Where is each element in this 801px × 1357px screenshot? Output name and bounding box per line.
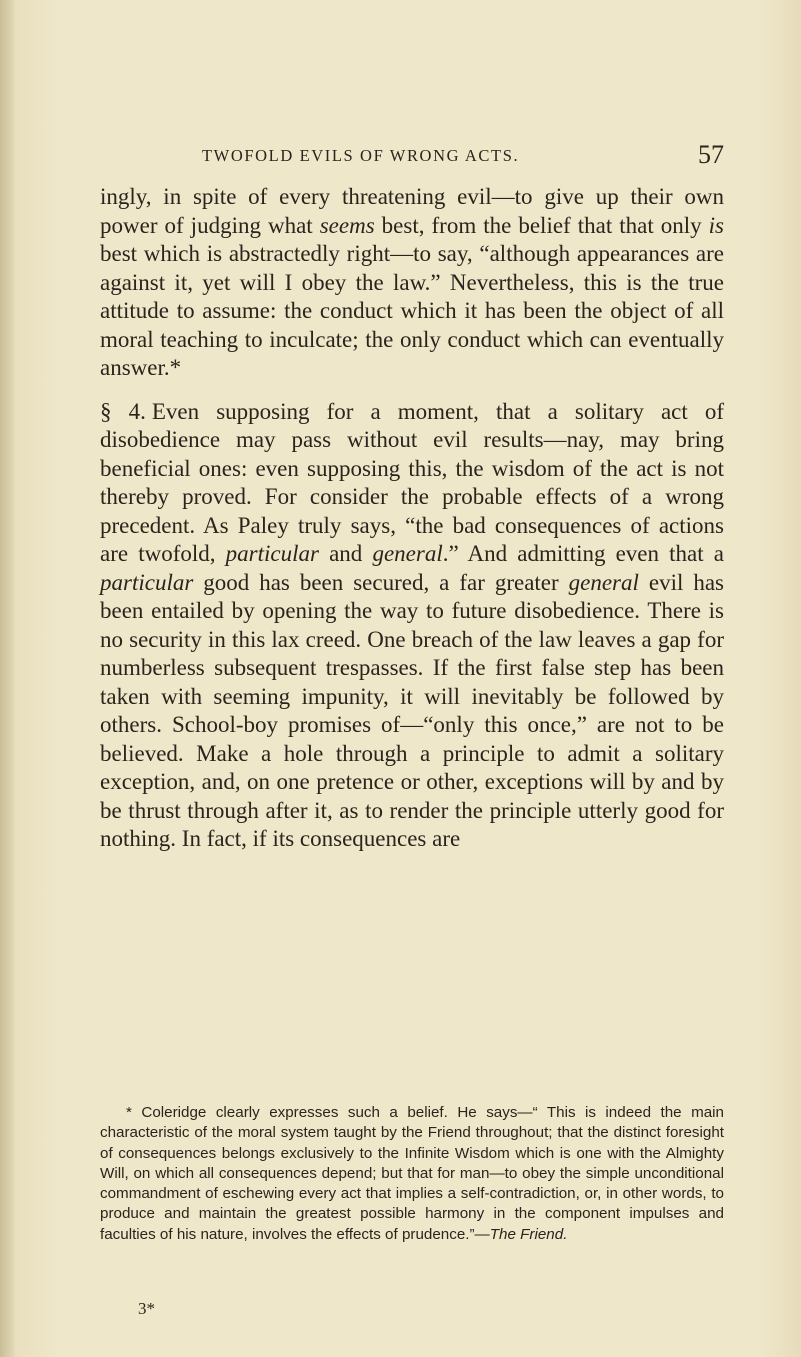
footnote-source: The Friend. <box>489 1225 568 1243</box>
signature-mark: 3* <box>138 1299 155 1318</box>
page-number: 57 <box>698 140 724 169</box>
emphasis: general <box>568 569 639 595</box>
footnote <box>100 1103 724 1245</box>
paragraph-section-4: § 4. Even supposing for a moment, that a solitary act of disobedience may pass without evil results—nay, may bring beneficial ones: even supposing this, the wisdom of the act is not thereby proved. For consider the probable effects of a wrong precedent. As Paley truly says, “the bad consequences of actions are twofold, particular and general.” And admitting even that a particular good has been secured, a far greater general evil has been entailed by opening the way to future disobedience. There is no security in this lax creed. One breach of the law leaves a gap for numberless subsequent trespasses. If the first false step has been taken with seeming impunity, it will inevitably be followed by others. School-boy promises of—“only this once,” are not to be believed. Make a hole through a principle to admit a solitary exception, and, on one pretence or other, exceptions will by and by be thrust through after it, as to render the principle utterly good for nothing. In fact, if its consequences are <box>100 398 725 851</box>
section-mark: § 4. <box>100 398 146 424</box>
emphasis: particular <box>225 541 319 566</box>
body-text <box>100 183 724 854</box>
emphasis: particular <box>100 569 194 595</box>
paragraph-continued: ingly, in spite of every threatening evil—to give up their own power of judging what seems best, from the belief that that only is best which is abstractedly right—to say, “although appearances are against it, yet will I obey the law.” Nevertheless, this is the true attitude to assume: the conduct which it has been the object of all moral teaching to inculcate; the only conduct which can eventually answer.* <box>100 184 724 380</box>
emphasis: general <box>372 541 443 566</box>
page-header <box>100 140 724 174</box>
footnote-text: * Coleridge clearly expresses such a belief. He says—“ This is indeed the main characteristic of the moral system taught by the Friend throughout; that the distinct foresight of consequences belongs exclusively to the Infinite Wisdom which is one with the Almighty Will, on which all consequences depend; but that for man—to obey the simple unconditional commandment of eschewing every act that implies a self-contradiction, or, in other words, to produce and maintain the greatest possible harmony in the component impulses and faculties of his nature, involves the effects of prudence.”—The Friend. <box>100 1104 724 1243</box>
page-spine-shadow <box>0 0 14 1357</box>
emphasis: is <box>708 212 724 238</box>
running-head: TWOFOLD EVILS OF WRONG ACTS. <box>202 146 520 165</box>
emphasis: seems <box>319 212 375 238</box>
